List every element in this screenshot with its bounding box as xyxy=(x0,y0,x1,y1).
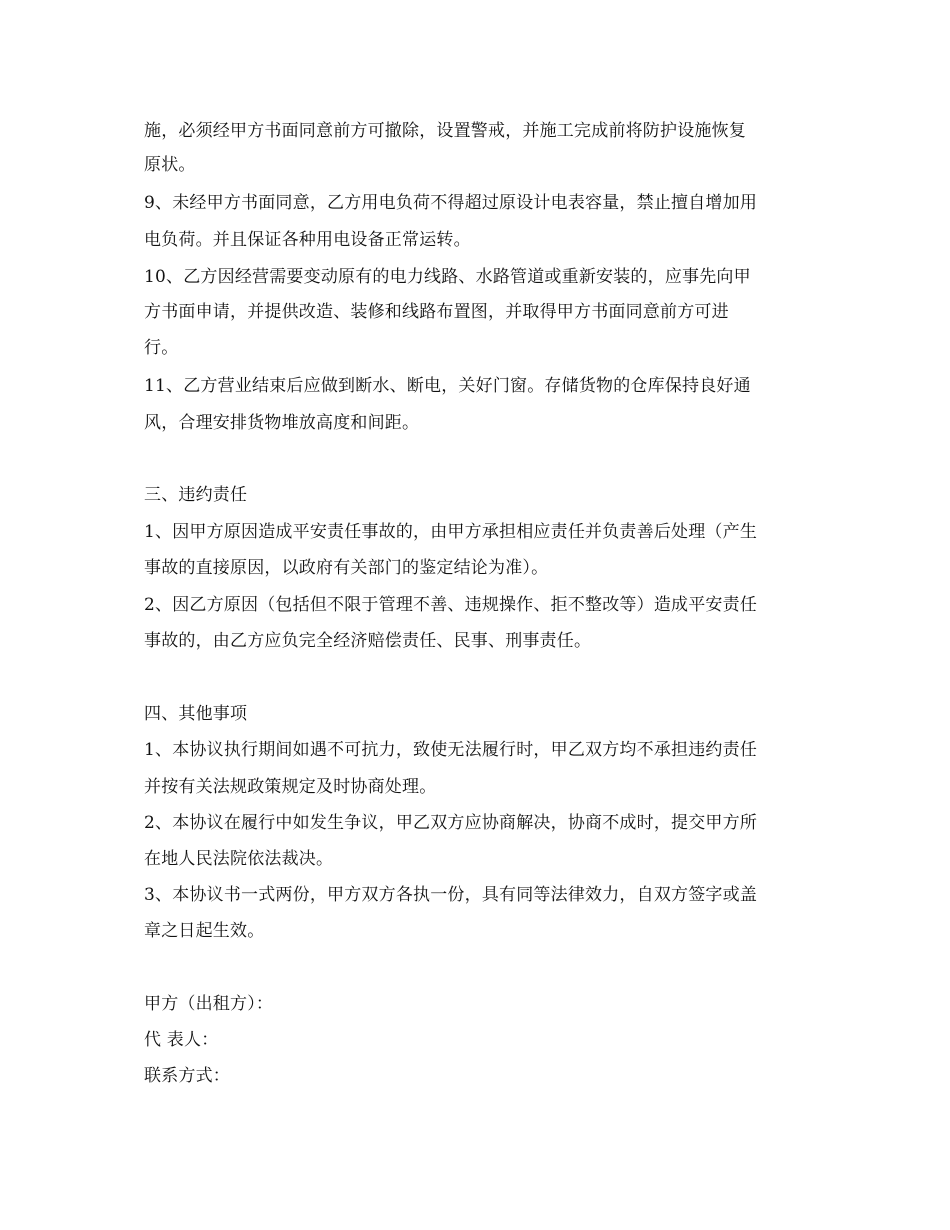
section4-item2-line-2: 在地人民法院依法裁决。 xyxy=(144,849,334,869)
section3-item1-line-1: 1、因甲方原因造成平安责任事故的，由甲方承担相应责任并负责善后处理（产生 xyxy=(144,522,758,542)
item9-line-2: 电负荷。并且保证各种用电设备正常运转。 xyxy=(144,230,471,250)
item11-line-1: 11、乙方营业结束后应做到断水、断电，关好门窗。存储货物的仓库保持良好通 xyxy=(144,376,751,396)
item9-line-1: 9、未经甲方书面同意，乙方用电负荷不得超过原设计电表容量，禁止擅自增加用 xyxy=(144,193,758,213)
section4-item1-line-2: 并按有关法规政策规定及时协商处理。 xyxy=(144,777,437,797)
item10-line-2: 方书面申请，并提供改造、装修和线路布置图，并取得甲方书面同意前方可进 xyxy=(144,302,729,322)
item11-line-2: 风，合理安排货物堆放高度和间距。 xyxy=(144,413,420,433)
signature-contact: 联系方式： xyxy=(144,1066,230,1086)
item10-line-1: 10、乙方因经营需要变动原有的电力线路、水路管道或重新安装的，应事先向甲 xyxy=(144,267,751,287)
section3-item2-line-1: 2、因乙方原因（包括但不限于管理不善、违规操作、拒不整改等）造成平安责任 xyxy=(144,595,758,615)
section3-item2-line-2: 事故的，由乙方应负完全经济赔偿责任、民事、刑事责任。 xyxy=(144,631,592,651)
item10-line-3: 行。 xyxy=(144,338,179,358)
section3-heading: 三、违约责任 xyxy=(144,485,248,505)
section4-item1-line-1: 1、本协议执行期间如遇不可抗力，致使无法履行时，甲乙双方均不承担违约责任 xyxy=(144,740,758,760)
section4-item2-line-1: 2、本协议在履行中如发生争议，甲乙双方应协商解决，协商不成时，提交甲方所 xyxy=(144,813,758,833)
item8-continuation-line-1: 施，必须经甲方书面同意前方可撤除，设置警戒，并施工完成前将防护设施恢复 xyxy=(144,121,746,141)
signature-representative: 代 表人： xyxy=(144,1030,219,1050)
section3-item1-line-2: 事故的直接原因，以政府有关部门的鉴定结论为准）。 xyxy=(144,558,549,578)
section4-item3-line-1: 3、本协议书一式两份，甲方双方各执一份，具有同等法律效力，自双方签字或盖 xyxy=(144,885,758,905)
signature-party-a: 甲方（出租方）： xyxy=(144,994,274,1014)
item8-continuation-line-2: 原状。 xyxy=(144,155,196,175)
section4-heading: 四、其他事项 xyxy=(144,704,248,724)
section4-item3-line-2: 章之日起生效。 xyxy=(144,921,265,941)
